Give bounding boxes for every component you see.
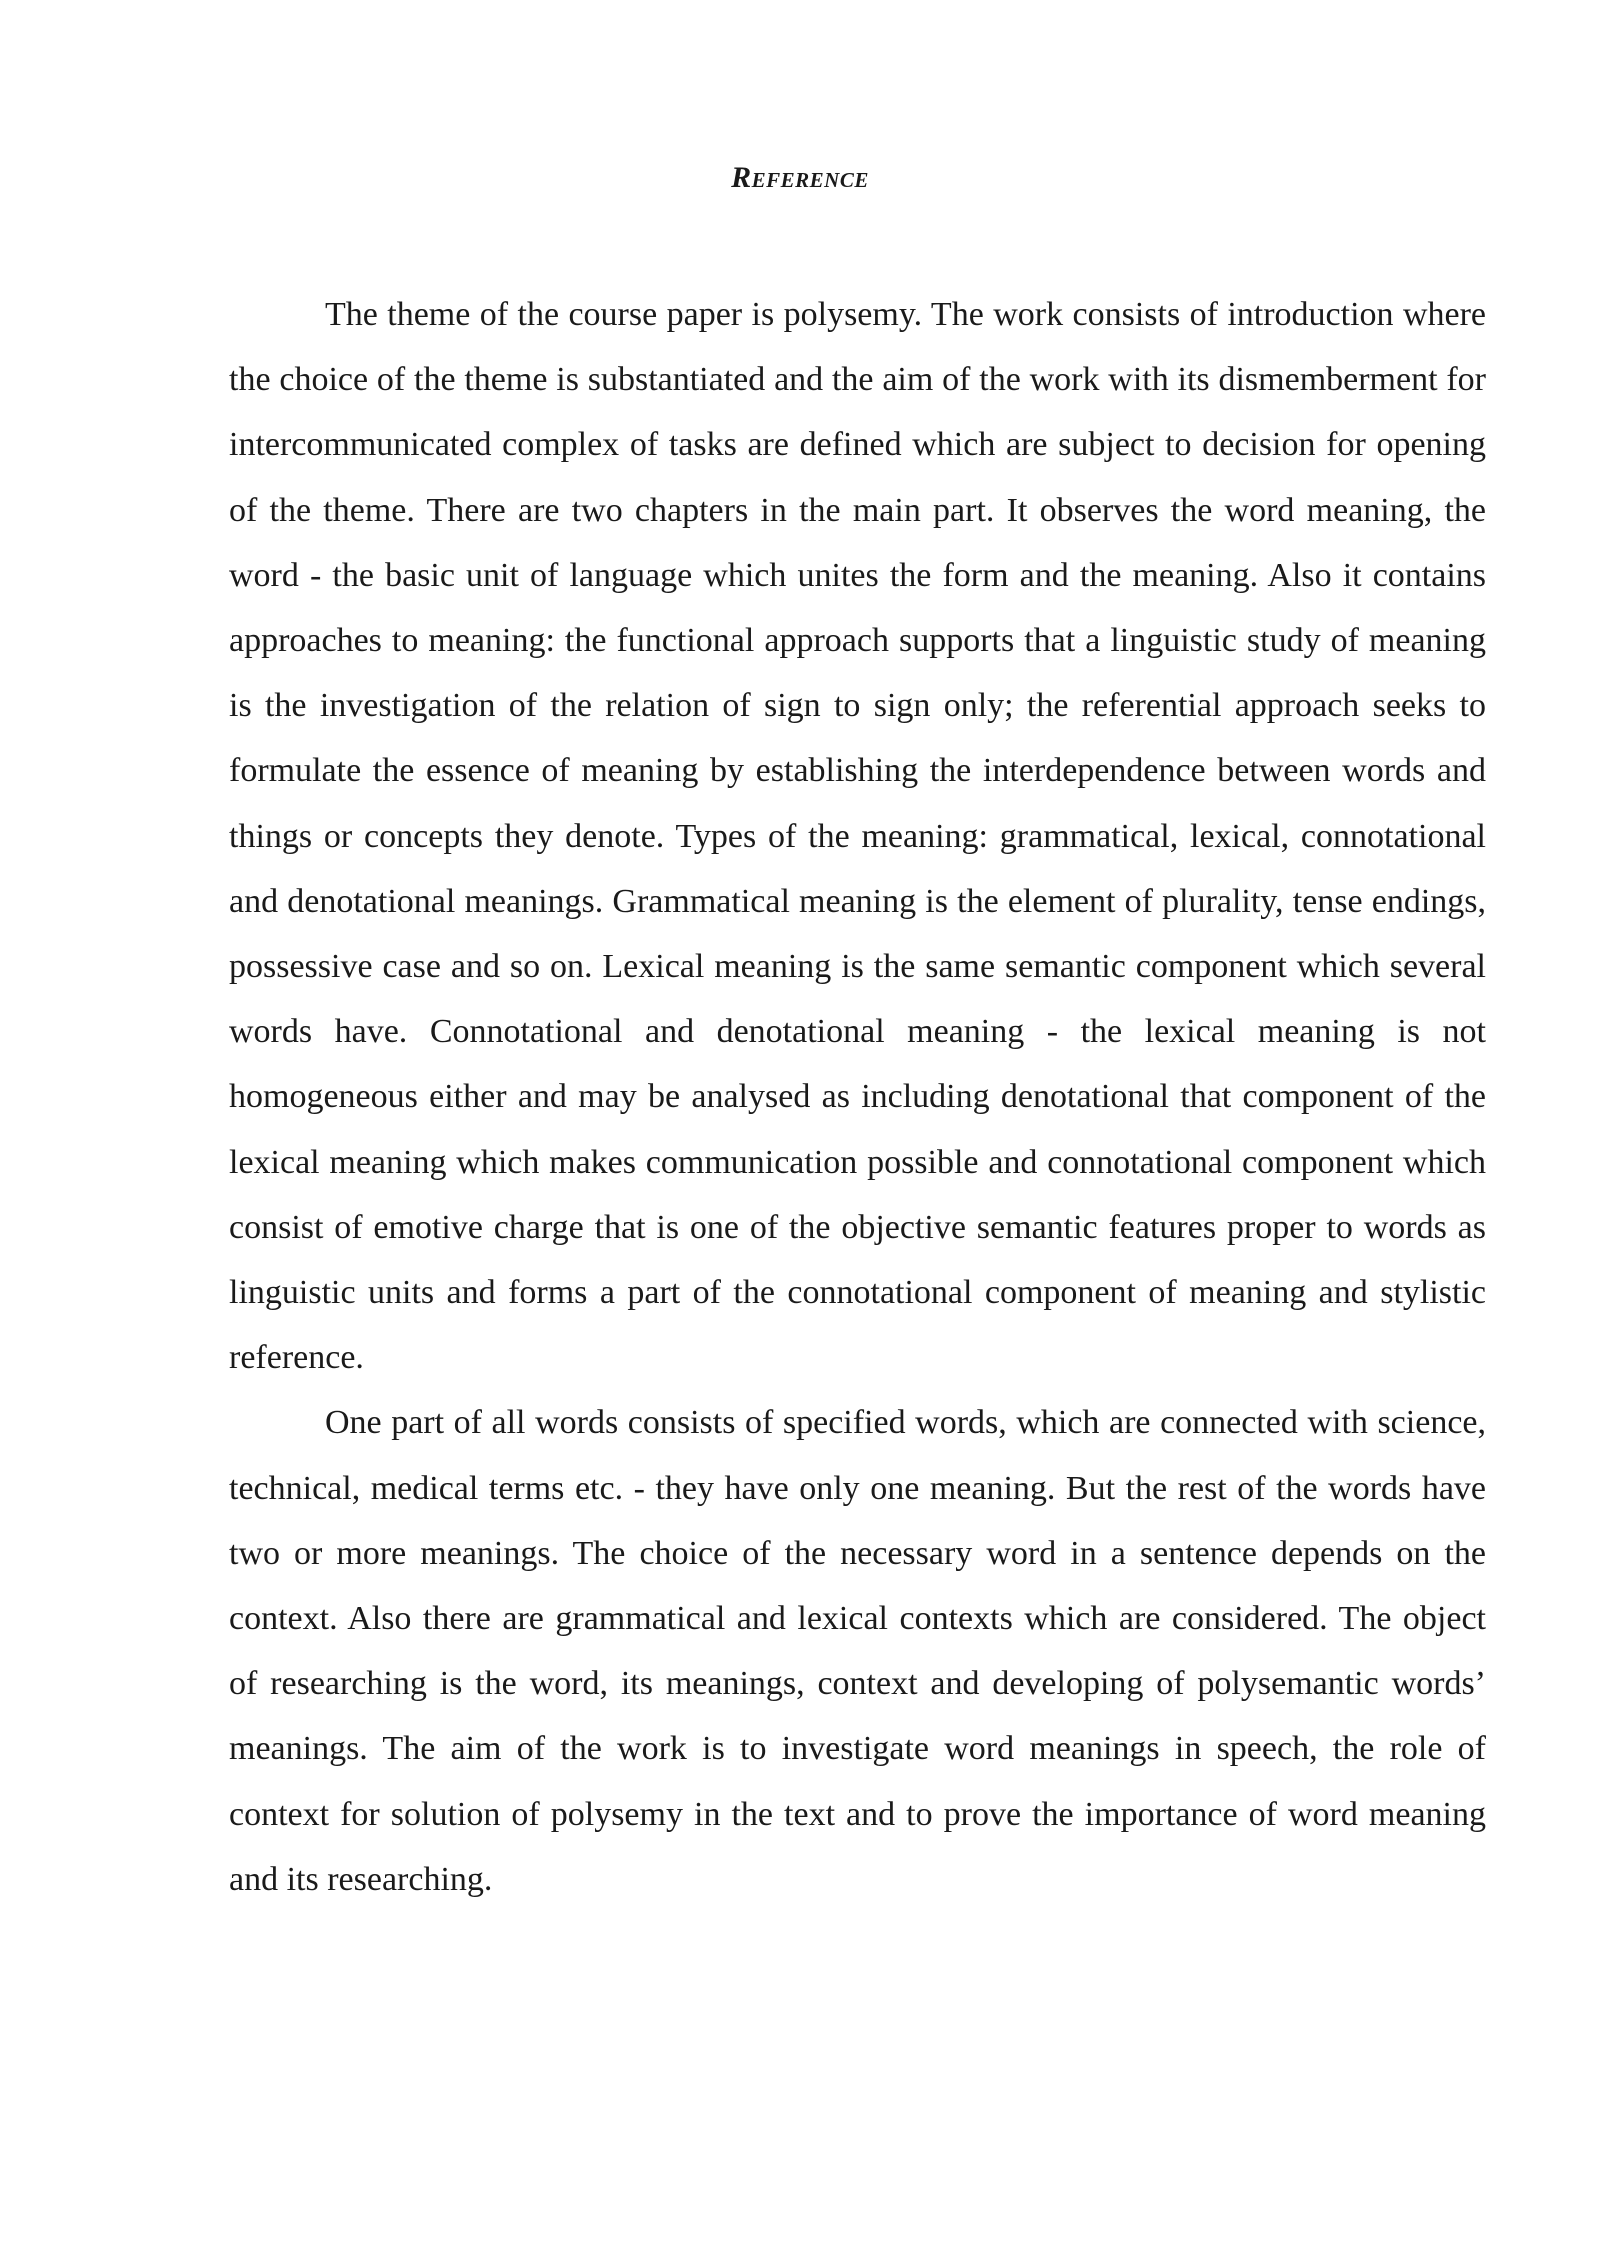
body-text [229,282,1486,1912]
paragraph-2: One part of all words consists of specified words, which are connected with science, technical, medical terms etc. - they have only one meaning. But the rest of the words have two or more meanings. The choice of the necessary word in a sentence depends on the context. Also there are grammatical and lexical contexts which are considered. The object of researching is the word, its meanings, context and developing of polysemantic words’ meanings. The aim of the work is to investigate word meanings in speech, the role of context for solution of polysemy in the text and to prove the importance of word meaning and its researching. [229,1404,1486,1898]
page-title: Reference [731,161,869,194]
paragraph-1: The theme of the course paper is polysemy. The work consists of introduction where the choice of the theme is substantiated and the aim of the work with its dismemberment for intercommunicated complex of tasks are defined which are subject to decision for opening of the theme. There are two chapters in the main part. It observes the word meaning, the word - the basic unit of language which unites the form and the meaning. Also it contains approaches to meaning: the functional approach supports that a linguistic study of meaning is the investigation of the relation of sign to sign only; the referential approach seeks to formulate the essence of meaning by establishing the interdependence between words and things or concepts they denote. Types of the meaning: grammatical, lexical, connotational and denotational meanings. Grammatical meaning is the element of plurality, tense endings, possessive case and so on. Lexical meaning is the same semantic component which several words have. Connotational and denotational meaning - the lexical meaning is not homogeneous either and may be analysed as including denotational that component of the lexical meaning which makes communication possible and connotational component which consist of emotive charge that is one of the objective semantic features proper to words as linguistic units and forms a part of the connotational component of meaning and stylistic reference. [229,296,1486,1377]
